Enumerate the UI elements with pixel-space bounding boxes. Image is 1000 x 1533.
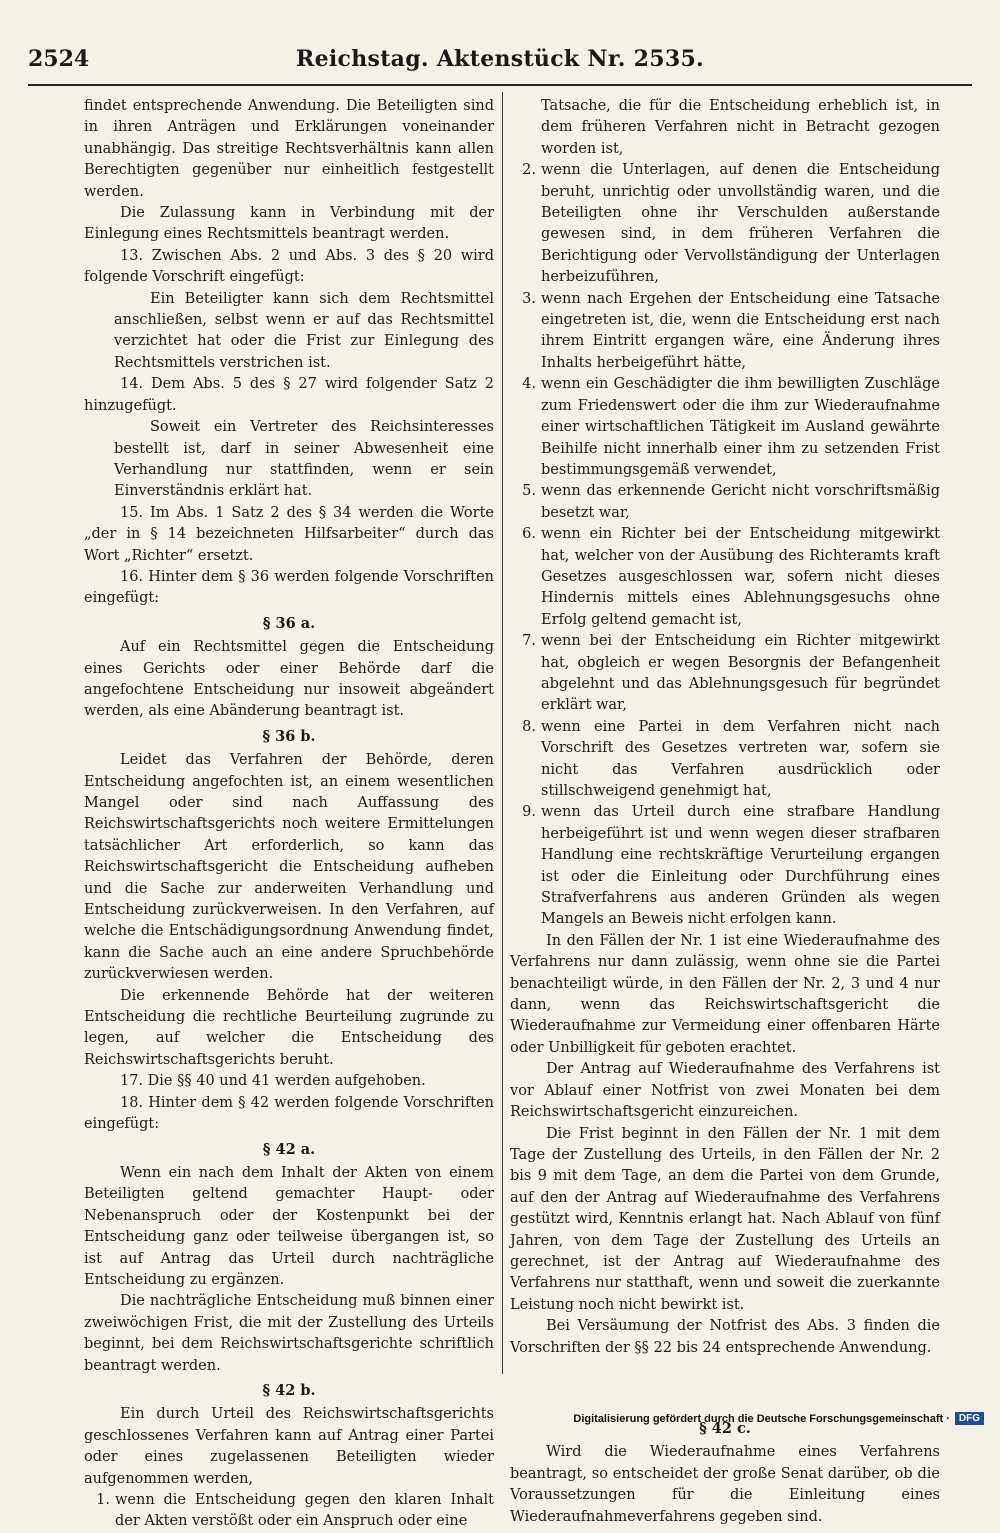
section-heading-42b: § 42 b. [262,1381,316,1399]
amendment-13: 13. Zwischen Abs. 2 und Abs. 3 des § 20 wird folgende Vorschrift eingefügt: [84,247,494,286]
list-item-text: wenn die Unterlagen, auf denen die Entscheidung beruht, unrichtig oder unvollständig waren, und die Beteiligten ohne ihr Verschulden außerstande gewesen sind, in dem früheren Verfahren die Berichtigung oder Vervollständigung der Unterlagen herbeizuführen, [541,162,940,286]
digitization-credit [573,1412,984,1425]
list-item-number: 1. [96,1492,110,1508]
paragraph: Bei Versäumung der Notfrist des Abs. 3 finden die Vorschriften der §§ 22 bis 24 entsprechende Anwendung. [510,1318,940,1356]
list-item-number: 2. [522,162,536,179]
header-rule [28,84,972,86]
list-item-text: wenn ein Richter bei der Entscheidung mitgewirkt hat, welcher von der Ausübung des Richteramts kraft Gesetzes ausgeschlossen war, sofern nicht dieses Hindernis mittels eines Ablehnungsgesuchs ohne Erfolg geltend gemacht ist, [541,526,940,628]
amendment-14: 14. Dem Abs. 5 des § 27 wird folgender Satz 2 hinzugefügt. [84,376,494,414]
section-heading-36b: § 36 b. [262,727,316,745]
inserted-provision: Soweit ein Vertreter des Reichsinteresses bestellt ist, darf in seiner Abwesenheit eine Verhandlung nur stattfinden, wenn er sein Einverständnis erklärt hat. [114,419,494,500]
list-item [84,1490,494,1533]
amendment-15: 15. Im Abs. 1 Satz 2 des § 34 werden die Worte „der in § 14 bezeichneten Hilfsarbeiter“ durch das Wort „Richter“ ersetzt. [84,504,494,564]
section-heading-36a: § 36 a. [262,614,316,632]
running-title: Reichstag. Aktenstück Nr. 2535. [295,46,705,72]
list-item [510,631,940,717]
list-item-number: 3. [522,290,536,307]
paragraph: In den Fällen der Nr. 1 ist eine Wiederaufnahme des Verfahrens nur dann zulässig, wenn ohne sie die Partei benachteiligt würde, in den Fällen der Nr. 2, 3 und 4 nur dann, wenn das Reichswirtschaftsgericht die Wiederaufnahme zur Vermeidung einer offenbaren Härte oder Unbilligkeit für geboten erachtet. [510,932,940,1056]
amendment-17: 17. Die §§ 40 und 41 werden aufgehoben. [120,1073,426,1090]
credit-text: Digitalisierung gefördert durch die Deutsche Forschungsgemeinschaft · [573,1412,950,1425]
paragraph: Leidet das Verfahren der Behörde, deren Entscheidung angefochten ist, an einem wesentlichen Mangel oder sind nach Auffassung des Reichswirtschaftsgerichts noch weitere Ermittelungen tatsächlicher Art erforderlich, so kann das Reichswirtschaftsgericht die Entscheidung aufheben und die Sache zur anderweiten Verhandlung und Entscheidung zurückverweisen. In den Verfahren, auf welche die Entschädigungsordnung Anwendung findet, kann die Sache auch an eine andere Spruchbehörde zurückverwiesen werden. [84,752,494,983]
left-column [84,96,494,1533]
list-item [510,374,940,481]
numbered-list [510,160,940,931]
list-item-text: wenn nach Ergehen der Entscheidung eine Tatsache eingetreten ist, die, wenn die Entscheidung erst nach ihrem Eintritt ergangen wäre, eine Änderung ihres Inhalts herbeigeführt hätte, [541,290,940,371]
paragraph: Wenn ein nach dem Inhalt der Akten von einem Beteiligten geltend gemachter Haupt- oder Nebenanspruch oder der Kostenpunkt bei der Entscheidung ganz oder teilweise übergangen ist, so ist auf Antrag das Urteil durch nachträgliche Entscheidung zu ergänzen. [84,1164,494,1288]
list-item [510,802,940,930]
list-item-number: 5. [522,483,536,500]
amendment-16: 16. Hinter dem § 36 werden folgende Vorschriften eingefügt: [84,568,494,607]
list-item-text: wenn eine Partei in dem Verfahren nicht nach Vorschrift des Gesetzes vertreten war, sofern sie nicht das Verfahren ausdrücklich oder stillschweigend genehmigt hat, [541,718,940,799]
dfg-logo: DFG [955,1412,984,1425]
paragraph: Die erkennende Behörde hat der weiteren Entscheidung die rechtliche Beurteilung zugrunde zu legen, auf welcher die Entscheidung des Reichswirtschaftsgerichts beruht. [84,987,494,1068]
paragraph: Der Antrag auf Wiederaufnahme des Verfahrens ist vor Ablauf einer Notfrist von zwei Monaten bei dem Reichswirtschaftsgericht einzureichen. [510,1061,940,1121]
column-divider [502,92,503,1374]
paragraph: Ein durch Urteil des Reichswirtschaftsgerichts geschlossenes Verfahren kann auf Antrag einer Partei oder eines zugelassenen Beteiligten wieder aufgenommen werden, [84,1406,494,1487]
list-item-text: wenn ein Geschädigter die ihm bewilligten Zuschläge zum Friedenswert oder die ihm zur Wiederaufnahme einer wirtschaftlichen Tätigkeit im Ausland gewährte Beihilfe nicht innerhalb einer ihm zu setzenden Frist bestimmungsgemäß verwendet, [541,376,940,478]
page-number: 2524 [28,46,90,72]
list-item [510,481,940,524]
list-item-continuation: Tatsache, die für die Entscheidung erheblich ist, in dem früheren Verfahren nicht in Betracht gezogen worden ist, [541,98,940,157]
amendment-18: 18. Hinter dem § 42 werden folgende Vorschriften eingefügt: [84,1094,494,1133]
list-item [510,160,940,288]
list-item-text: wenn die Entscheidung gegen den klaren Inhalt der Akten verstößt oder ein Anspruch oder eine [115,1492,494,1530]
list-item [510,717,940,803]
running-header [28,46,972,86]
inserted-provision: Ein Beteiligter kann sich dem Rechtsmittel anschließen, selbst wenn er auf das Rechtsmittel verzichtet hat oder die Frist zur Einlegung des Rechtsmittels verstrichen ist. [114,290,494,371]
paragraph: findet entsprechende Anwendung. Die Beteiligten sind in ihren Anträgen und Erklärungen voneinander unabhängig. Das streitige Rechtsverhältnis kann allen Berechtigten gegenüber nur einheitlich festgestellt werden. [84,98,494,200]
paragraph: Wird die Wiederaufnahme eines Verfahrens beantragt, so entscheidet der große Senat darüber, ob die Voraussetzungen für die Einleitung eines Wiederaufnahmeverfahrens gegeben sind. [510,1444,940,1525]
list-item-text: wenn das erkennende Gericht nicht vorschriftsmäßig besetzt war, [541,483,940,521]
paragraph: Die nachträgliche Entscheidung muß binnen einer zweiwöchigen Frist, die mit der Zustellung des Urteils beginnt, bei dem Reichswirtschaftsgerichte schriftlich beantragt werden. [84,1293,494,1374]
list-item-number: 4. [522,376,536,393]
list-item-number: 8. [522,718,536,735]
right-column [510,96,940,1528]
list-item [510,289,940,375]
section-heading-42a: § 42 a. [262,1140,316,1158]
list-item-number: 7. [522,633,536,650]
list-item-number: 9. [522,804,536,821]
list-item-number: 6. [522,526,536,543]
paragraph: Die Frist beginnt in den Fällen der Nr. 1 mit dem Tage der Zustellung des Urteils, in den Fällen der Nr. 2 bis 9 mit dem Tage, an dem die Partei von dem Grunde, auf den der Antrag auf Wiederaufnahme des Verfahrens gestützt wird, Kenntnis erlangt hat. Nach Ablauf von fünf Jahren, von dem Tage der Zustellung des Urteils an gerechnet, ist der Antrag auf Wiederaufnahme des Verfahrens nur statthaft, wenn und soweit die zuerkannte Leistung noch nicht bewirkt ist. [510,1125,940,1313]
section-heading-42c: § 42 c. [699,1419,751,1437]
paragraph: Die Zulassung kann in Verbindung mit der Einlegung eines Rechtsmittels beantragt werden. [84,205,494,243]
list-item [510,524,940,631]
paragraph: Auf ein Rechtsmittel gegen die Entscheidung eines Gerichts oder einer Behörde darf die angefochtene Entscheidung nur insoweit abgeändert werden, als eine Abänderung beantragt ist. [84,639,494,720]
list-item-text: wenn das Urteil durch eine strafbare Handlung herbeigeführt ist und wenn wegen dieser strafbaren Handlung eine rechtskräftige Verurteilung ergangen ist oder die Einleitung oder Durchführung eines Strafverfahrens aus anderen Gründen als wegen Mangels an Beweis nicht erfolgen kann. [541,804,940,928]
list-item-text: wenn bei der Entscheidung ein Richter mitgewirkt hat, obgleich er wegen Besorgnis der Befangenheit abgelehnt und das Ablehnungsgesuch für begründet erklärt war, [541,633,940,714]
